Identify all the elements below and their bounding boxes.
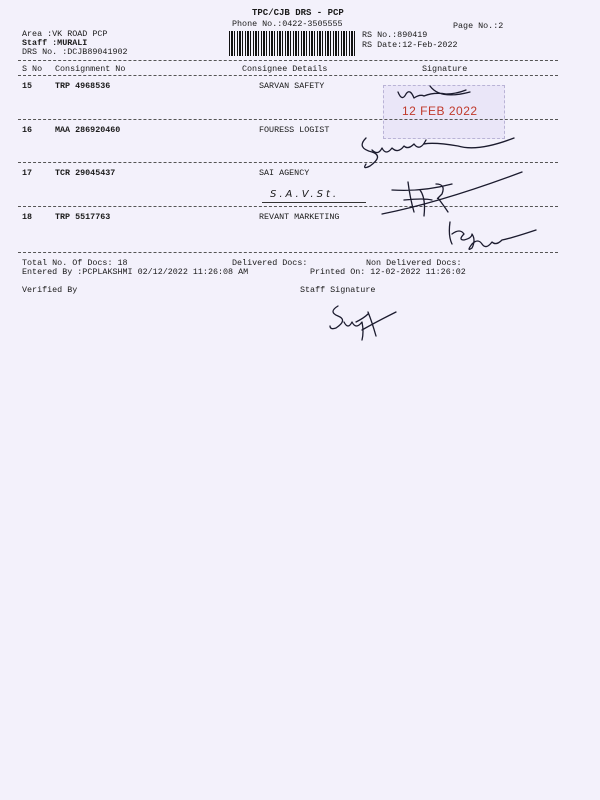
rs-date: RS Date:12-Feb-2022 xyxy=(362,40,458,50)
row-consignee: SARVAN SAFETY xyxy=(259,81,325,91)
document-title: TPC/CJB DRS - PCP xyxy=(252,8,344,18)
row-consignment: TRP 4968536 xyxy=(55,81,111,91)
signature-row-17 xyxy=(382,172,522,216)
page-number: Page No.:2 xyxy=(453,21,504,31)
non-delivered-docs: Non Delivered Docs: xyxy=(366,258,462,268)
col-sno: S No xyxy=(22,64,43,74)
signature-row-18 xyxy=(449,222,536,249)
row-sno: 16 xyxy=(22,125,33,135)
row-sno: 17 xyxy=(22,168,33,178)
row-consignee: FOURESS LOGIST xyxy=(259,125,330,135)
col-consignment: Consignment No xyxy=(55,64,126,74)
phone-number: Phone No.:0422-3505555 xyxy=(232,19,343,29)
signature-row-16 xyxy=(362,138,514,168)
row-consignee: SAI AGENCY xyxy=(259,168,310,178)
rs-number: RS No.:890419 xyxy=(362,30,428,40)
row-consignment: TRP 5517763 xyxy=(55,212,111,222)
col-consignee: Consignee Details xyxy=(242,64,328,74)
area-label: Area :VK ROAD PCP xyxy=(22,29,108,39)
col-signature: Signature xyxy=(422,64,468,74)
total-docs: Total No. Of Docs: 18 xyxy=(22,258,128,268)
drs-number: DRS No. :DCJB89041902 xyxy=(22,47,128,57)
printed-on: Printed On: 12-02-2022 11:26:02 xyxy=(310,267,466,277)
row-consignment: MAA 286920460 xyxy=(55,125,121,135)
row-consignee: REVANT MARKETING xyxy=(259,212,340,222)
verified-by: Verified By xyxy=(22,285,78,295)
stamp-date: 12 FEB 2022 xyxy=(402,104,478,118)
staff-signature-mark xyxy=(330,306,396,340)
delivered-docs: Delivered Docs: xyxy=(232,258,308,268)
row-consignment: TCR 29045437 xyxy=(55,168,116,178)
row-sno: 15 xyxy=(22,81,33,91)
row-sno: 18 xyxy=(22,212,33,222)
handwritten-note: S.A.V.St. xyxy=(270,189,340,200)
staff-label: Staff :MURALI xyxy=(22,38,88,48)
entered-by: Entered By :PCPLAKSHMI 02/12/2022 11:26:08 AM xyxy=(22,267,249,277)
signature-row-15 xyxy=(398,86,470,98)
staff-signature-label: Staff Signature xyxy=(300,285,376,295)
